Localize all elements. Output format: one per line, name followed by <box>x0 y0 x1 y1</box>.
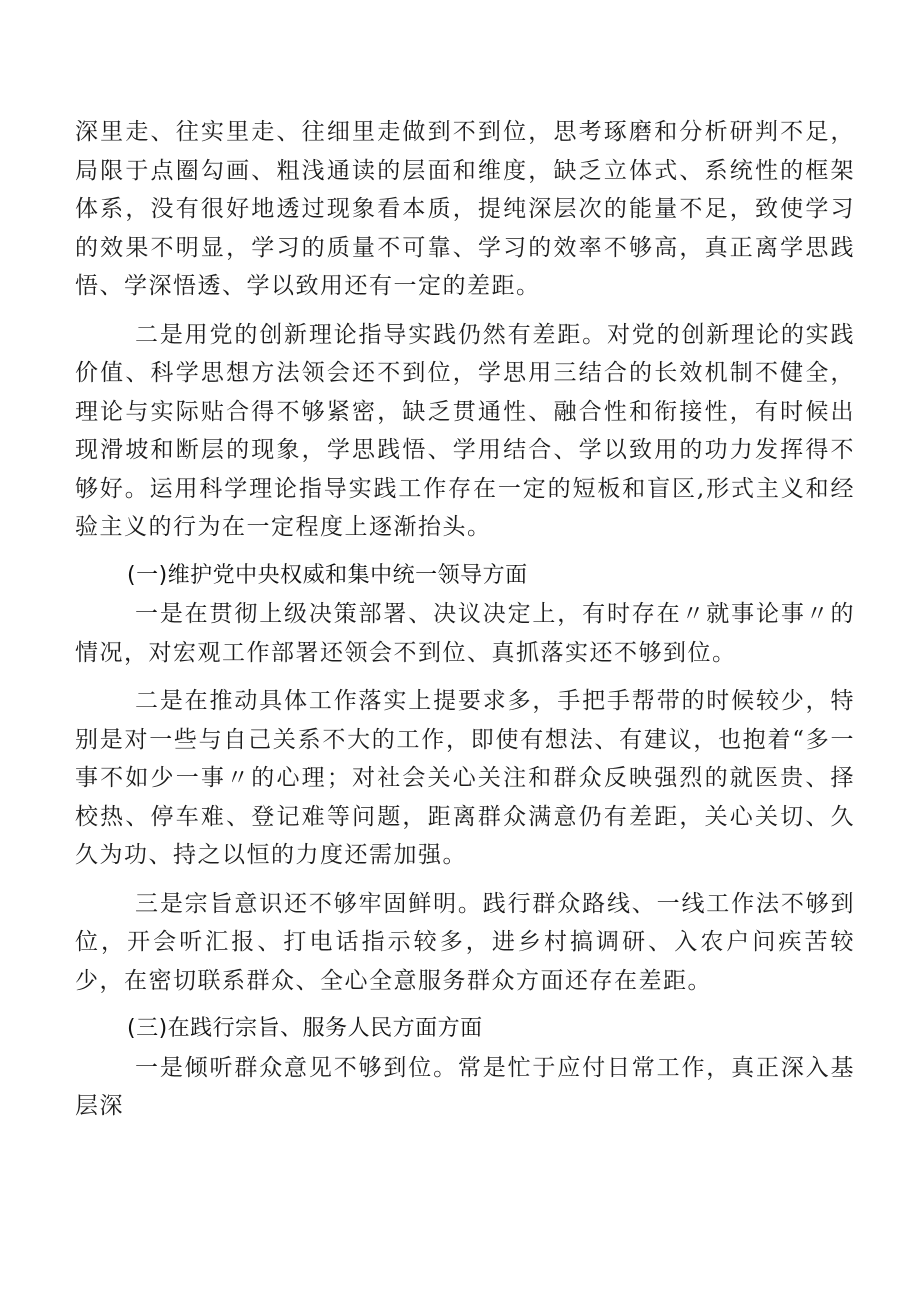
paragraph-theory-practice: 二是用党的创新理论指导实践仍然有差距。对党的创新理论的实践价值、科学思想方法领会还不到位，学思用三结合的长效机制不健全，理论与实际贴合得不够紧密，缺乏贯通性、融合性和衔接性，有时候出现滑坡和断层的现象，学思践悟、学用结合、学以致用的功力发挥得不够好。运用科学理论指导实践工作存在一定的短板和盲区,形式主义和经验主义的行为在一定程度上逐渐抬头。 <box>75 321 855 540</box>
paragraph-listening-to-masses: 一是倾听群众意见不够到位。常是忙于应付日常工作，真正深入基层深 <box>75 1054 855 1119</box>
paragraph-spacer <box>75 875 855 885</box>
paragraph-spacer <box>75 1000 855 1010</box>
paragraph-study-continuation: 深里走、往实里走、往细里走做到不到位，思考琢磨和分析研判不足，局限于点圈勾画、粗浅通读的层面和维度，缺乏立体式、系统性的框架体系，没有很好地透过现象看本质，提纯深层次的能量不足，致使学习的效果不明显，学习的质量不可靠、学习的效率不够高，真正离学思践悟、学深悟透、学以致用还有一定的差距。 <box>75 119 855 299</box>
paragraph-spacer <box>75 672 855 682</box>
paragraph-spacer <box>75 306 855 316</box>
paragraph-decision-implementation: 一是在贯彻上级决策部署、决议决定上，有时存在〃就事论事〃的情况，对宏观工作部署还领会不到位、真抓落实还不够到位。 <box>75 601 855 666</box>
paragraph-work-implementation: 二是在推动具体工作落实上提要求多，手把手帮带的时候较少，特别是对一些与自己关系不大的工作，即使有想法、有建议，也抱着“多一事不如少一事〃的心理；对社会关心关注和群众反映强烈的就医贵、择校热、停车难、登记难等问题，距离群众满意仍有差距，关心关切、久久为功、持之以恒的力度还需加强。 <box>75 688 855 868</box>
section-heading-party-authority: (一)维护党中央权威和集中统一领导方面 <box>127 562 528 588</box>
paragraph-spacer <box>75 547 855 557</box>
document-body <box>75 113 855 1126</box>
paragraph-purpose-awareness: 三是宗旨意识还不够牢固鲜明。践行群众路线、一线工作法不够到位，开会听汇报、打电话指示较多，进乡村搞调研、入农户问疾苦较少，在密切联系群众、全心全意服务群众方面还存在差距。 <box>75 890 855 994</box>
section-heading-serving-people: (三)在践行宗旨、服务人民方面方面 <box>127 1016 483 1041</box>
